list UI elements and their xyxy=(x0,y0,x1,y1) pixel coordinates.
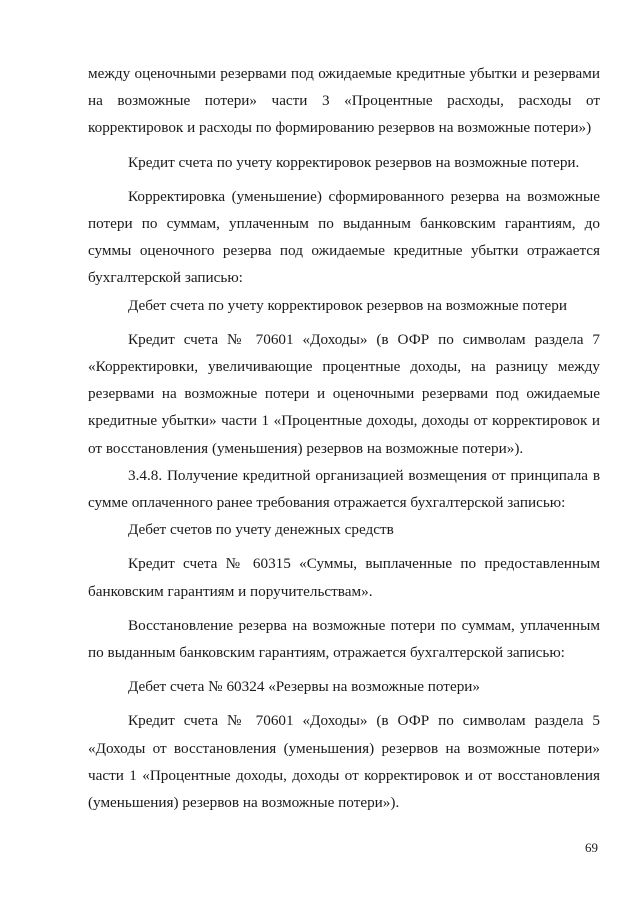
paragraph-reserve-restoration: Восстановление резерва на возможные потери по суммам, уплаченным по выданным банковским гарантиям, отражается бухгалтерской записью: xyxy=(88,616,600,662)
paragraph-credit-70601-section5: Кредит счета № 70601 «Доходы» (в ОФР по символам раздела 5 «Доходы от восстановления (уменьшения) резервов на возможные потери» части 1 «Процентные доходы, доходы от корректировок и от восстановления (уменьшения) резервов на возможные потери»). xyxy=(88,712,600,812)
paragraph-credit-60315: Кредит счета № 60315 «Суммы, выплаченные по предоставленным банковским гарантиям и поручительствам». xyxy=(88,555,600,600)
paragraph-3-4-8: 3.4.8. Получение кредитной организацией возмещения от принципала в сумме оплаченного ранее требования отражается бухгалтерской записью: xyxy=(88,466,600,512)
page-number: 69 xyxy=(585,840,598,855)
paragraph-debit-adjustments: Дебет счета по учету корректировок резервов на возможные потери xyxy=(128,296,567,314)
paragraph-debit-cash: Дебет счетов по учету денежных средств xyxy=(128,521,394,539)
paragraph-credit-adjustments: Кредит счета по учету корректировок резервов на возможные потери. xyxy=(128,153,580,171)
paragraph-continuation: между оценочными резервами под ожидаемые кредитные убытки и резервами на возможные потери» части 3 «Процентные расходы, расходы от корректировок и расходы по формированию резервов на возможные потери») xyxy=(88,65,600,137)
paragraph-reserve-reduction: Корректировка (уменьшение) сформированного резерва на возможные потери по суммам, уплаченным по выданным банковским гарантиям, до суммы оценочного резерва под ожидаемые кредитные убытки отражается бухгалтерской записью: xyxy=(88,187,600,287)
paragraph-credit-70601-section7: Кредит счета № 70601 «Доходы» (в ОФР по символам раздела 7 «Корректировки, увеличивающие процентные доходы, на разницу между резервами на возможные потери и оценочными резервами под ожидаемые кредитные убытки» части 1 «Процентные доходы, доходы от корректировок и от восстановления (уменьшения) резервов на возможные потери»). xyxy=(88,330,600,457)
paragraph-debit-60324: Дебет счета № 60324 «Резервы на возможные потери» xyxy=(128,678,481,696)
document-body xyxy=(88,60,600,816)
